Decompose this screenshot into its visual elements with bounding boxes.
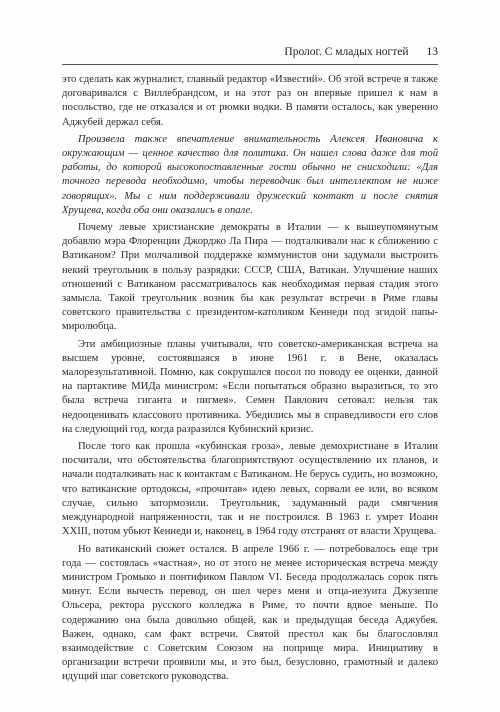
- paragraph: Эти амбициозные планы учитывали, что советско-американская встреча на высшем уровне, состоявшаяся в июне 1961 г. в Вене, оказалась малорезультативной. Помню, как сокрушался посол по поводу ее оценки, данной на партактиве МИДа министром: «Если попытаться образно выразиться, то это была встреча гиганта и пигмея». Семен Павлович сетовал: нельзя так недооценивать классового противника. Убедились мы в справедливости его слов на следующий год, когда разразился Кубинский кризис.: [62, 338, 438, 435]
- paragraph: это сделать как журналист, главный редактор «Известий». Об этой встрече я также договаривался с Виллебрандсом, и на этот раз он впервые пришел к нам в посольство, где не отказался и от рюмки водки. В памяти осталось, как уверенно Аджубей держал себя.: [62, 74, 438, 128]
- paragraph: После того как прошла «кубинская гроза», левые демохристиане в Италии посчитали, что обстоятельства благоприятствуют осуществлению их планов, и начали подталкивать нас к контактам с Ватиканом. Не берусь судить, но возможно, что ватиканские ортодоксы, «прочитав» идею левых, сорвали ее или, во всяком случае, сильно затормозили. Треугольник, задуманный ради смягчения международной напряженности, так и не построился. В 1963 г. умрет Иоанн XXIII, потом убьют Кеннеди и, наконец, в 1964 году отстранят от власти Хрущева.: [62, 441, 438, 538]
- running-header: [62, 46, 438, 62]
- paragraph: Но ватиканский сюжет остался. В апреле 1966 г. — потребовалось еще три года — состоялась «частная», но от этого не менее историческая встреча между министром Громыко и понтификом Павлом VI. Беседа продолжалась сорок пять минут. Если вычесть перевод, он шел через меня и отца-иезуита Джузеппе Ольсера, ректора русского колледжа в Риме, то почти вдвое меньше. По содержанию она была довольно общей, как и предыдущая беседа Аджубея. Важен, однако, сам факт встречи. Святой престол как бы благословлял взаимодействие с Советским Союзом на поприще мира. Инициативу в организации встречи проявили мы, и это был, безусловно, грамотный и далеко идущий шаг советского руководства.: [62, 543, 438, 683]
- page-body: [62, 73, 438, 688]
- header-rule: [62, 64, 438, 65]
- chapter-title: Пролог. С младых ногтей: [284, 46, 409, 58]
- page-number: 13: [426, 46, 438, 58]
- paragraph-italic: Произвела также впечатление внимательность Алексея Ивановича к окружающим — ценное качество для политика. Он нашел слова даже для той работы, до которой высокопоставленные гости обычно не снисходили: «Для точного перевода необходимо, чтобы переводчик был интеллектом не ниже говорящих». Мы с ним поддерживали дружеский контакт и после снятия Хрущева, когда оба они оказались в опале.: [62, 133, 438, 216]
- paragraph: Почему левые христианские демократы в Италии — к вышеупомянутым добавлю мэра Флоренции Джорджо Ла Пира — подталкивали нас к сближению с Ватиканом? При молчаливой поддержке коммунистов они задумали выстроить некий треугольник в пользу разрядки: СССР, США, Ватикан. Улучшение наших отношений с Ватиканом рассматривалось как необходимая первая стадия этого замысла. Такой треугольник возник бы как результат встречи в Риме главы советского правительства с президентом-католиком Кеннеди под эгидой папы-миролюбца.: [62, 222, 438, 333]
